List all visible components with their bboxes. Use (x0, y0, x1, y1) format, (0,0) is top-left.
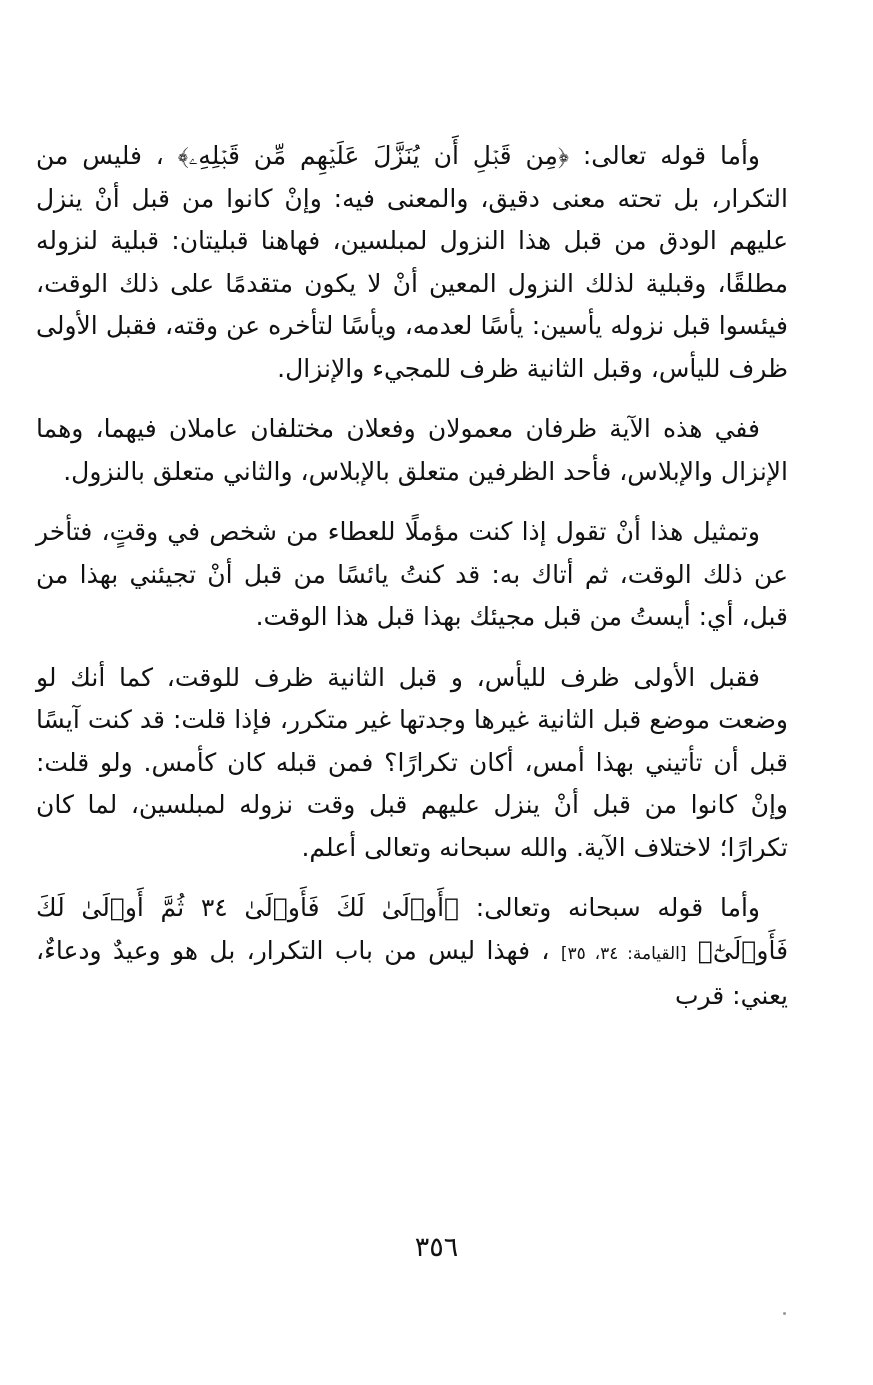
paragraph-5-body: ، فهذا ليس من باب التكرار، بل هو وعيدٌ ودعاءٌ، يعني: قرب (36, 935, 788, 1010)
paragraph-1 (36, 135, 788, 390)
paragraph-1-body: ، فليس من التكرار، بل تحته معنى دقيق، والمعنى فيه: وإنْ كانوا من قبل أنْ ينزل عليهم الودق من قبل هذا النزول لمبلسين، فهاهنا قبليتان: قبلية لنزوله مطلقًا، وقبلية لذلك النزول المعين أنْ لا يكون متقدمًا على ذلك الوقت، فيئسوا قبل نزوله يأسين: يأسًا لعدمه، ويأسًا لتأخره عن وقته، فقبل الأولى ظرف لليأس، وقبل الثانية ظرف للمجيء والإنزال. (36, 141, 788, 383)
paragraph-2: ففي هذه الآية ظرفان معمولان وفعلان مختلفان عاملان فيهما، وهما الإنزال والإبلاس، فأحد الظرفين متعلق بالإبلاس، والثاني متعلق بالنزول. (36, 414, 788, 486)
paragraph-5 (36, 887, 788, 1018)
paragraph-1-intro: وأما قوله تعالى: (569, 141, 760, 170)
quran-verse-1: ﴿مِن قَبۡلِ أَن يُنَزَّلَ عَلَيۡهِم مِّن قَبۡلِهِۦ﴾ (177, 141, 569, 170)
paragraph-5-intro: وأما قوله سبحانه وتعالى: (459, 893, 760, 922)
body-text (36, 135, 788, 1036)
verse-citation: [القيامة: ٣٤، ٣٥] (560, 943, 687, 964)
paragraph-3: وتمثيل هذا أنْ تقول إذا كنت مؤملًا للعطاء من شخص في وقتٍ، فتأخر عن ذلك الوقت، ثم أتاك به: قد كنتُ يائسًا من قبل أنْ تجيئني بهذا من قبل، أي: أيستُ من قبل مجيئك بهذا قبل هذا الوقت. (36, 517, 788, 631)
paragraph-4: فقبل الأولى ظرف لليأس، و قبل الثانية ظرف للوقت، كما أنك لو وضعت موضع قبل الثانية غيرها وجدتها غير متكرر، فإذا قلت: قد كنت آيسًا قبل أن تأتيني بهذا أمس، أكان تكرارًا؟ فمن قبله كان كأمس. ولو قلت: وإنْ كانوا من قبل أنْ ينزل عليهم قبل وقت نزوله لمبلسين، لما كان تكرارًا؛ لاختلاف الآية. والله سبحانه وتعالى أعلم. (36, 662, 788, 862)
speck-mark (783, 1312, 786, 1315)
page-number: ٣٥٦ (414, 1232, 459, 1263)
quran-verse-2: ﴿أَوۡلَىٰ لَكَ فَأَوۡلَىٰ ٣٤ ثُمَّ أَوۡلَىٰ لَكَ فَأَوۡلَىٰٓ﴾ (36, 893, 789, 965)
